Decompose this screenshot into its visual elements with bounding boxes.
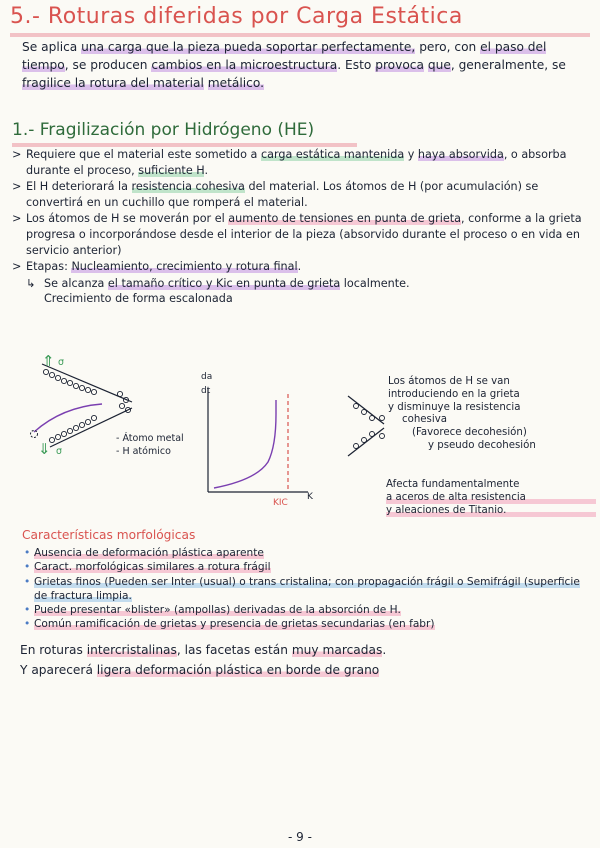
characteristic-text: Grietas finos (Pueden ser Inter (usual) o trans cristalina; con propagación frágil o Semifrágil (superficie de fractura limpia. bbox=[34, 575, 580, 602]
section-heading: 1.- Fragilización por Hidrógeno (HE) bbox=[12, 120, 315, 140]
page-number: - 9 - bbox=[288, 830, 312, 844]
bullet-text: El H deteriorará la bbox=[26, 180, 132, 194]
intro-highlight: cambios en la microestructura bbox=[151, 58, 338, 72]
graph-y-label-bottom: dt bbox=[201, 386, 211, 396]
outro-line bbox=[20, 640, 590, 660]
bullet-highlight: carga estática mantenida bbox=[260, 148, 405, 161]
intro-text: . bbox=[337, 58, 342, 72]
characteristic-text: Puede presentar «blister» (ampollas) derivadas de la absorción de H. bbox=[34, 604, 401, 617]
bullet-highlight: el tamaño crítico y Kic en punta de grieta bbox=[107, 276, 341, 290]
note-highlight: a aceros de alta resistencia bbox=[386, 491, 596, 504]
intro-highlight: provoca bbox=[375, 58, 424, 72]
note-line: introduciendo en la grieta bbox=[388, 388, 520, 400]
bullet-highlight: suficiente H bbox=[138, 163, 205, 177]
intro-text: pero, con bbox=[419, 40, 481, 54]
sub-bullet-item bbox=[12, 291, 590, 307]
sub-bullet-marker: ↳ bbox=[26, 276, 36, 290]
bullet-text: y bbox=[404, 148, 418, 161]
intro-highlight: que bbox=[427, 58, 451, 72]
bullet-marker: > bbox=[12, 148, 22, 161]
characteristic-marker: • bbox=[24, 604, 31, 617]
section-bullets bbox=[12, 147, 590, 307]
characteristic-item bbox=[24, 575, 594, 604]
characteristic-marker: • bbox=[24, 547, 31, 559]
crack-sketch-right bbox=[344, 390, 392, 462]
sigma-label: σ bbox=[58, 357, 65, 368]
characteristic-marker: • bbox=[24, 575, 31, 588]
outro-text: En roturas bbox=[20, 643, 87, 657]
bullet-text: Etapas: bbox=[26, 260, 72, 274]
characteristic-text: Común ramificación de grietas y presencia de grietas secundarias (en fabr) bbox=[34, 618, 435, 631]
legend-h-atom: - H atómico bbox=[116, 446, 171, 457]
bullet-marker: > bbox=[12, 212, 22, 226]
bullet-text: Crecimiento de forma escalonada bbox=[44, 292, 233, 306]
note-line: Los átomos de H se van bbox=[388, 376, 510, 387]
bullet-highlight: aumento de tensiones en punta de grieta bbox=[228, 212, 461, 226]
bullet-item bbox=[12, 147, 590, 178]
bullet-highlight: haya absorvida bbox=[417, 148, 504, 161]
characteristic-item bbox=[24, 546, 594, 560]
bullet-text: Se alcanza bbox=[44, 276, 108, 290]
stress-arrow-down-icon: ⇓ bbox=[38, 440, 51, 458]
outro-line bbox=[20, 660, 590, 680]
bullet-text: localmente. bbox=[340, 276, 410, 290]
characteristics-list bbox=[24, 546, 594, 632]
note-line: Afecta fundamentalmente bbox=[386, 479, 520, 490]
bullet-marker: > bbox=[12, 260, 22, 274]
outro-highlight: muy marcadas bbox=[291, 643, 383, 657]
bullet-text: Requiere que el material este sometido a bbox=[26, 148, 261, 161]
legend-metal-atom: - Átomo metal bbox=[116, 433, 184, 444]
note-line: cohesiva bbox=[402, 414, 447, 426]
bullet-text: Los átomos de H se moverán por el bbox=[26, 212, 229, 226]
graph-y-label-top: da bbox=[201, 372, 213, 382]
outro-text: . bbox=[382, 643, 387, 657]
intro-highlight: fragilice la rotura del material bbox=[22, 76, 204, 90]
bullet-text: del material. Los átomos de H (por acumulación) se convertirá en un cuchillo que romperá el material. bbox=[26, 180, 539, 209]
affects-note bbox=[386, 478, 596, 517]
characteristic-text: Caract. morfológicas similares a rotura frágil bbox=[34, 561, 271, 574]
h-intro-note bbox=[388, 376, 598, 453]
bullet-text: . bbox=[204, 163, 209, 177]
intro-highlight: metálico. bbox=[207, 76, 264, 90]
characteristic-marker: • bbox=[24, 561, 31, 574]
page-title: 5.- Roturas diferidas por Carga Estática bbox=[10, 4, 463, 29]
bullet-text: . bbox=[297, 260, 302, 274]
note-line: y disminuye la resistencia bbox=[388, 401, 521, 413]
note-line: y pseudo decohesión bbox=[428, 439, 536, 451]
graph-x-label: K bbox=[307, 492, 313, 502]
bullet-text: , conforme a la grieta progresa o incorporándose desde el interior de la pieza (absorvido durante el proceso o en vida en servicio anterior) bbox=[26, 212, 582, 257]
bullet-highlight: resistencia cohesiva bbox=[131, 180, 245, 194]
characteristic-item bbox=[24, 603, 594, 617]
intro-highlight: una carga que la pieza pueda soportar perfectamente, bbox=[81, 40, 416, 54]
sub-bullet-item bbox=[12, 276, 590, 292]
intro-paragraph bbox=[22, 38, 592, 92]
characteristic-item bbox=[24, 560, 594, 574]
intro-text: , generalmente, se bbox=[450, 58, 566, 72]
outro-paragraph bbox=[20, 640, 590, 680]
characteristic-marker: • bbox=[24, 618, 31, 631]
bullet-text: , o absorba durante el proceso, bbox=[26, 148, 567, 177]
graph-curve bbox=[214, 400, 276, 488]
intro-text: Esto bbox=[345, 58, 376, 72]
outro-highlight: ligera deformación plástica en borde de grano bbox=[96, 663, 380, 677]
bullet-item bbox=[12, 259, 590, 275]
sigma-label: σ bbox=[56, 446, 63, 457]
bullet-item bbox=[12, 211, 590, 258]
bullet-marker: > bbox=[12, 180, 22, 194]
intro-text: Se aplica bbox=[22, 40, 82, 54]
intro-highlight: el paso del tiempo bbox=[22, 40, 547, 72]
outro-text: , las facetas están bbox=[176, 643, 292, 657]
note-line: (Favorece decohesión) bbox=[412, 427, 527, 439]
graph-kic-label: KIC bbox=[273, 498, 288, 508]
bullet-item bbox=[12, 179, 590, 210]
characteristics-heading: Características morfológicas bbox=[22, 528, 196, 542]
title-underline bbox=[10, 33, 590, 37]
outro-text: Y aparecerá bbox=[20, 663, 97, 677]
outro-highlight: intercristalinas bbox=[86, 643, 177, 657]
characteristic-text: Ausencia de deformación plástica aparente bbox=[34, 547, 264, 559]
characteristic-item bbox=[24, 617, 594, 631]
intro-text: , se producen bbox=[64, 58, 152, 72]
note-highlight: y aleaciones de Titanio. bbox=[386, 504, 596, 517]
stress-arrow-up-icon: ⇑ bbox=[42, 352, 55, 370]
bullet-highlight: Nucleamiento, crecimiento y rotura final bbox=[71, 260, 298, 274]
